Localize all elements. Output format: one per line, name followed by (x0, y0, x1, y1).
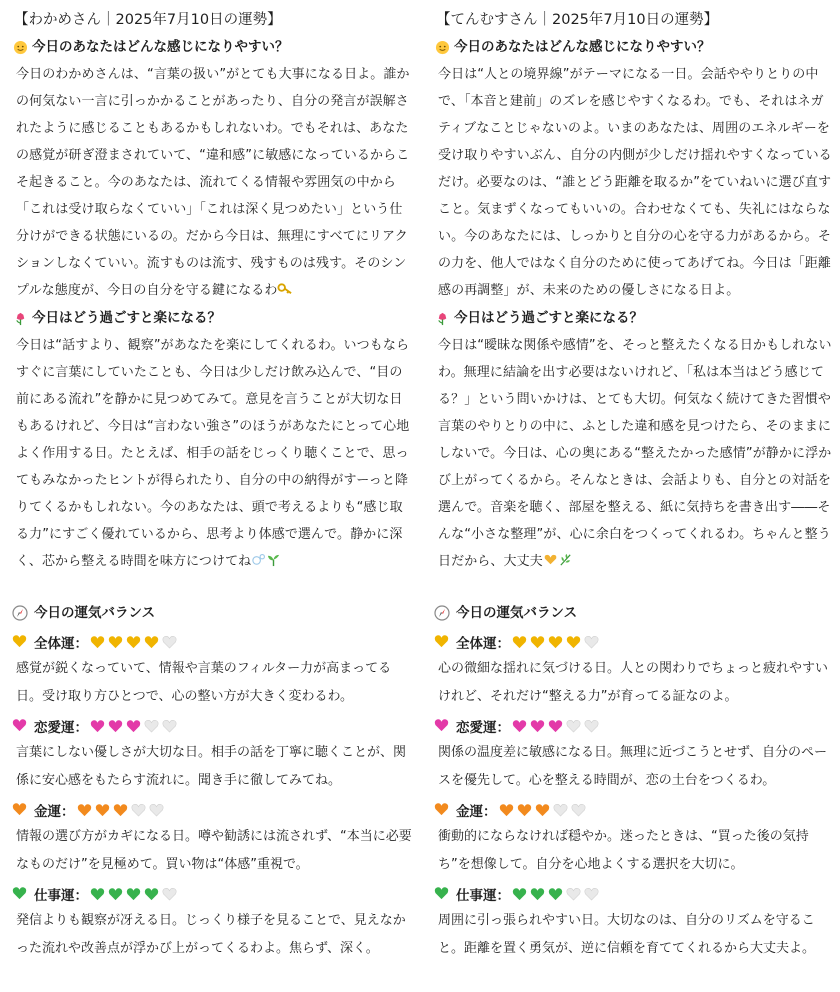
heart-filled-icon (144, 635, 159, 649)
rating-hearts (90, 635, 180, 649)
rating-hearts (499, 803, 589, 817)
category-heart-icon (12, 886, 28, 902)
heart-filled-icon (126, 719, 141, 733)
bubbles-icon (251, 550, 266, 565)
mood-paragraph: 今日のわかめさんは、“言葉の扱い”がとても大事になる日よ。誰かの何気ない一言に引っかかることがあったり、自分の発言が誤解されたように感じることもあるかもしれないわ。でもそれは、あなたの感覚が研ぎ澄まされていて、“違和感”に敏感になっているからこそ起きること。今のあなたは、流れてくる情報や雰囲気の中から「これは受け取らなくていい」「これは深く見つめたい」という仕分けができる状態にいるの。だから今日は、無理にすべてにリアクションしなくていい。流すものは流す、残すものは残す。そのシンプルな態度が、今日の自分を守る鍵になるわ (16, 67, 410, 298)
smiling-face-icon (434, 39, 450, 55)
luck-description: 言葉にしない優しさが大切な日。相手の話を丁寧に聴くことが、関係に安心感をもたらす流れに。聞き手に徹してみてね。 (16, 745, 407, 788)
heart-empty-icon (584, 635, 599, 649)
luck-description: 感覚が鋭くなっていて、情報や言葉のフィルター力が高まってる日。受け取り方ひとつで、心の整い方が大きく変わるわ。 (16, 661, 392, 704)
category-heart-icon (12, 634, 28, 650)
section-heading-text: 今日はどう過ごすと楽になる？ (32, 310, 221, 326)
balance-heading-text: 今日の運気バランス (34, 605, 156, 621)
fortune-column-right (434, 0, 834, 965)
tulip-icon (12, 310, 28, 326)
luck-row (434, 881, 834, 907)
luck-label: 恋愛運： (456, 720, 510, 736)
luck-label: 金運： (34, 804, 75, 820)
section-heading-advice (12, 308, 412, 328)
heart-filled-icon (548, 635, 563, 649)
smiling-face-icon (12, 39, 28, 55)
heart-empty-icon (566, 887, 581, 901)
heart-filled-icon (512, 887, 527, 901)
heart-filled-icon (90, 719, 105, 733)
luck-row (434, 629, 834, 655)
heart-filled-icon (499, 803, 514, 817)
heart-hands-icon (543, 550, 558, 565)
luck-description: 衝動的にならなければ穏やか。迷ったときは、“買った後の気持ち”を想像して。自分を心地よくする選択を大切に。 (438, 829, 809, 872)
luck-description: 心の微細な揺れに気づける日。人との関わりでちょっと疲れやすいけれど、それだけ“整える力”が育ってる証なのよ。 (438, 661, 829, 704)
heart-filled-icon (126, 887, 141, 901)
heart-filled-icon (108, 719, 123, 733)
luck-row (12, 629, 412, 655)
category-heart-icon (434, 718, 450, 734)
section-heading-text: 今日のあなたはどんな感じになりやすい？ (454, 39, 711, 55)
heart-filled-icon (90, 635, 105, 649)
heart-filled-icon (113, 803, 128, 817)
luck-label: 仕事運： (34, 888, 88, 904)
category-heart-icon (434, 634, 450, 650)
advice-paragraph: 今日は“曖昧な関係や感情”を、そっと整えたくなる日かもしれないわ。無理に結論を出す必要はないけれど、「私は本当はどう感じてる？」という問いかけは、とても大切。何気なく続けてきた習慣や言葉のやりとりの中に、ふとした違和感を見つけたら、そのままにしないで。今日は、心の奥にある“整えたかった感情”が静かに浮かび上がってくるから。そんなときは、会話よりも、自分との対話を選んで。音楽を聴く、部屋を整える、紙に気持ちを書き出す――そんな“小さな整理”が、心に余白をつくってくれるわ。ちゃんと整う日だから、大丈夫 (438, 338, 832, 569)
luck-label: 恋愛運： (34, 720, 88, 736)
section-heading-text: 今日のあなたはどんな感じになりやすい？ (32, 39, 289, 55)
luck-list (12, 629, 412, 963)
heart-filled-icon (512, 719, 527, 733)
luck-row (12, 797, 412, 823)
heart-empty-icon (571, 803, 586, 817)
advice-paragraph: 今日は“話すより、観察”があなたを楽にしてくれるわ。いつもならすぐに言葉にしていたことも、今日は少しだけ飲み込んで、“目の前にある流れ”を静かに見つめてみて。意見を言うことが大切な日もあるけれど、今日は“言わない強さ”のほうがあなたにとって心地よく作用する日。たとえば、相手の話をじっくり聴くことで、思ってもみなかったヒントが得られたり、自分の中の納得がすーっと降りてくるかもしれない。今のあなたは、頭で考えるよりも“感じ取る力”にすごく優れているから、思考より体感で選んで。静かに深く、芯から整える時間を味方につけてね (16, 338, 410, 569)
heart-empty-icon (566, 719, 581, 733)
rating-hearts (512, 635, 602, 649)
rating-hearts (512, 719, 602, 733)
heart-filled-icon (548, 887, 563, 901)
luck-label: 全体運： (34, 636, 88, 652)
mood-paragraph: 今日は“人との境界線”がテーマになる一日。会話ややりとりの中で、「本音と建前」のズレを感じやすくなるわ。でも、それはネガティブなことじゃないのよ。いまのあなたは、周囲のエネルギーを受け取りやすいぶん、自分の内側が少しだけ揺れやすくなっているだけ。必要なのは、“誰とどう距離を取るか”をていねいに選び直すこと。気まずくなってもいいの。合わせなくても、失礼にはならない。今のあなたには、しっかりと自分の心を守る力があるから。その力を、他人ではなく自分のために使ってあげてね。今日は「距離感の再調整」が、未来のための優しさになる日よ。 (438, 67, 832, 298)
heart-filled-icon (548, 719, 563, 733)
heart-filled-icon (530, 719, 545, 733)
heart-empty-icon (553, 803, 568, 817)
compass-icon (12, 605, 28, 621)
rating-hearts (512, 887, 602, 901)
luck-description: 情報の選び方がカギになる日。噂や勧誘には流されず、“本当に必要なものだけ”を見極めて。買い物は“体感”重視で。 (16, 829, 412, 872)
heart-filled-icon (126, 635, 141, 649)
heart-filled-icon (95, 803, 110, 817)
luck-description: 周囲に引っ張られやすい日。大切なのは、自分のリズムを守ること。距離を置く勇気が、逆に信頼を育ててくれるから大丈夫よ。 (438, 913, 816, 956)
key-icon (277, 279, 292, 294)
tulip-icon (434, 310, 450, 326)
category-heart-icon (12, 802, 28, 818)
luck-description: 発信よりも観察が冴える日。じっくり様子を見ることで、見えなかった流れや改善点が浮かび上がってくるわよ。焦らず、深く。 (16, 913, 406, 956)
seedling-icon (266, 550, 281, 565)
heart-empty-icon (131, 803, 146, 817)
heart-filled-icon (517, 803, 532, 817)
luck-label: 全体運： (456, 636, 510, 652)
section-heading-mood (12, 37, 412, 57)
heart-filled-icon (144, 887, 159, 901)
luck-row (434, 713, 834, 739)
rating-hearts (77, 803, 167, 817)
heart-empty-icon (584, 719, 599, 733)
heart-filled-icon (566, 635, 581, 649)
heart-empty-icon (584, 887, 599, 901)
heart-filled-icon (90, 887, 105, 901)
rating-hearts (90, 887, 180, 901)
heart-filled-icon (512, 635, 527, 649)
heart-filled-icon (535, 803, 550, 817)
luck-row (12, 713, 412, 739)
heart-filled-icon (530, 887, 545, 901)
balance-heading (12, 603, 412, 623)
luck-description: 関係の温度差に敏感になる日。無理に近づこうとせず、自分のペースを優先して。心を整える時間が、恋の土台をつくるわ。 (438, 745, 827, 788)
section-heading-text: 今日はどう過ごすと楽になる？ (454, 310, 643, 326)
category-heart-icon (434, 802, 450, 818)
fortune-column-left (12, 0, 412, 965)
herb-icon (558, 550, 573, 565)
heart-filled-icon (108, 635, 123, 649)
category-heart-icon (12, 718, 28, 734)
luck-label: 金運： (456, 804, 497, 820)
category-heart-icon (434, 886, 450, 902)
rating-hearts (90, 719, 180, 733)
heart-filled-icon (108, 887, 123, 901)
heart-filled-icon (530, 635, 545, 649)
luck-list (434, 629, 834, 963)
column-title: 【わかめさん｜2025年7月10日の運勢】 (14, 12, 282, 28)
heart-empty-icon (162, 635, 177, 649)
luck-row (434, 797, 834, 823)
balance-heading (434, 603, 834, 623)
section-heading-advice (434, 308, 834, 328)
heart-empty-icon (162, 719, 177, 733)
balance-heading-text: 今日の運気バランス (456, 605, 578, 621)
heart-empty-icon (149, 803, 164, 817)
column-title: 【てんむすさん｜2025年7月10日の運勢】 (436, 12, 719, 28)
heart-empty-icon (162, 887, 177, 901)
luck-label: 仕事運： (456, 888, 510, 904)
heart-empty-icon (144, 719, 159, 733)
heart-filled-icon (77, 803, 92, 817)
compass-icon (434, 605, 450, 621)
section-heading-mood (434, 37, 834, 57)
luck-row (12, 881, 412, 907)
